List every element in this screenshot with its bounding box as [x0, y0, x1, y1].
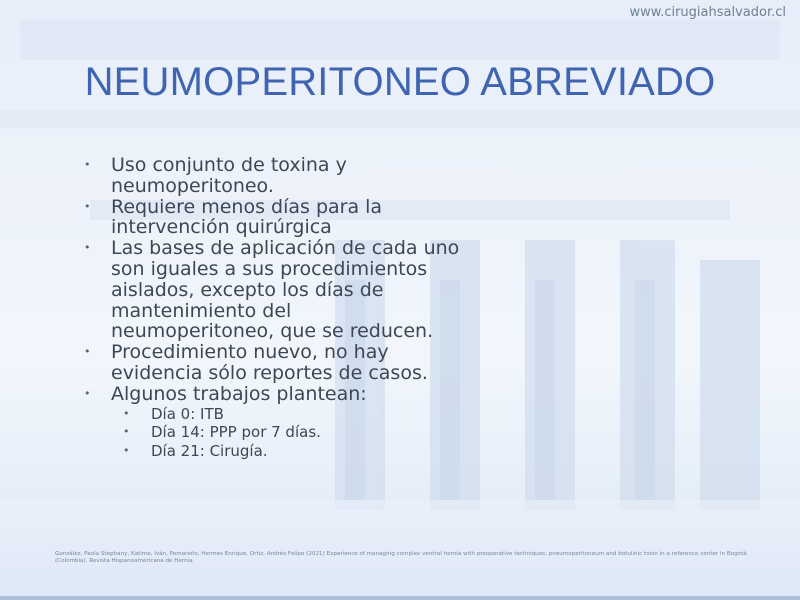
bullet-item: • Requiere menos días para la intervención quirúrgica [80, 197, 460, 239]
sub-bullet-item: • Día 0: ITB [111, 405, 460, 424]
sub-bullet-list [111, 405, 460, 461]
bullet-text: Algunos trabajos plantean: [111, 382, 367, 405]
sub-bullet-item: • Día 21: Cirugía. [111, 442, 460, 461]
sub-bullet-item: • Día 14: PPP por 7 días. [111, 423, 460, 442]
bottom-bar [0, 596, 800, 600]
bullet-list [80, 155, 460, 460]
site-url: www.cirugiahsalvador.cl [629, 5, 786, 20]
bullet-item: • Procedimiento nuevo, no hay evidencia sólo reportes de casos. [80, 342, 460, 384]
slide-title: NEUMOPERITONEO ABREVIADO [84, 60, 716, 104]
citation: González, Paola Stephany, Katime, Iván, Pomareño, Hermes Enrique, Ortiz, Andrés Felipe (2021) Experience of managing complex ventral hernia with preoperative techniques: pneumoperitoneum and botulinic toxin in a reference center in Bogotá (Colombia). Revista Hispanoamericana de Hernia [55, 551, 747, 564]
bullet-item [80, 384, 460, 460]
bullet-item: • Uso conjunto de toxina y neumoperitoneo. [80, 155, 460, 197]
slide-content [80, 155, 460, 460]
bullet-item: • Las bases de aplicación de cada uno son iguales a sus procedimientos aislados, excepto los días de mantenimiento del neumoperitoneo, que se reducen. [80, 238, 460, 342]
